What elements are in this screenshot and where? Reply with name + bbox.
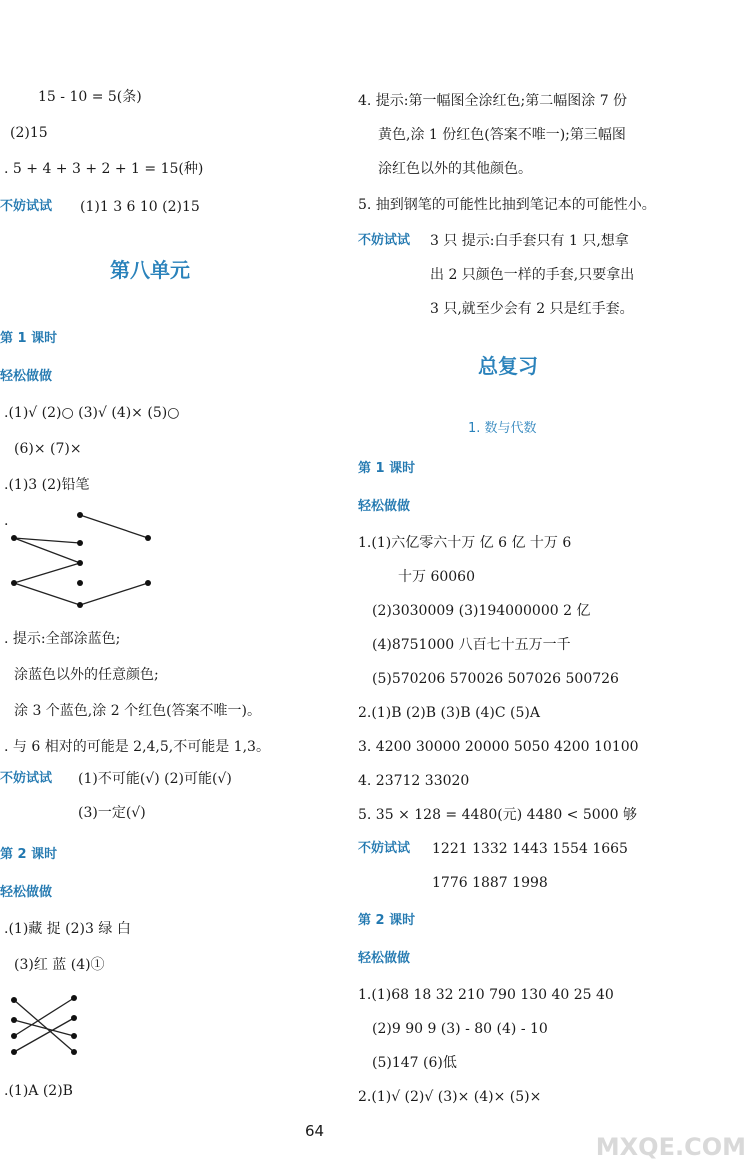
- easy-heading: 轻松做做: [0, 369, 53, 384]
- answer-line: 5. 抽到钢笔的可能性比抽到笔记本的可能性小。: [358, 197, 656, 213]
- answer-line: . 与 6 相对的可能是 2,4,5,不可能是 1,3。: [4, 739, 270, 755]
- section-heading: 1. 数与代数: [468, 421, 537, 436]
- answer-line: 涂红色以外的其他颜色。: [378, 161, 532, 177]
- answer-line: (2)9 90 9 (3) - 80 (4) - 10: [372, 1021, 548, 1037]
- answer-line: 4. 23712 33020: [358, 773, 470, 789]
- answer-line: (2)15: [10, 125, 48, 141]
- answer-line: 3. 4200 30000 20000 5050 4200 10100: [358, 739, 639, 755]
- unit-title: 第八单元: [110, 258, 190, 282]
- answer-line: 涂 3 个蓝色,涂 2 个红色(答案不唯一)。: [14, 703, 261, 719]
- answer-line: .(1)√ (2)○ (3)√ (4)× (5)○: [4, 405, 180, 421]
- easy-heading: 轻松做做: [358, 951, 411, 966]
- answer-line: .(1)藏 捉 (2)3 绿 白: [4, 921, 131, 937]
- easy-heading: 轻松做做: [358, 499, 411, 514]
- answer-line: 2.(1)B (2)B (3)B (4)C (5)A: [358, 705, 540, 721]
- answer-line: .(1)A (2)B: [4, 1083, 73, 1099]
- watermark: MXQE.COM: [595, 1133, 746, 1161]
- answer-line: (5)570206 570026 507026 500726: [372, 671, 619, 687]
- answer-line: (5)147 (6)低: [372, 1055, 457, 1071]
- lesson-heading: 第 2 课时: [358, 913, 416, 928]
- answer-line: 3 只,就至少会有 2 只是红手套。: [430, 301, 634, 317]
- answer-line: 黄色,涂 1 份红色(答案不唯一);第三幅图: [378, 127, 626, 143]
- answer-line: 1.(1)68 18 32 210 790 130 40 25 40: [358, 987, 614, 1003]
- answer-line: 1.(1)六亿零六十万 亿 6 亿 十万 6: [358, 535, 572, 551]
- crossing-lines-diagram: [0, 988, 100, 1068]
- try-it-label: 不妨试试: [358, 233, 411, 248]
- answer-line: 2.(1)√ (2)√ (3)× (4)× (5)×: [358, 1089, 542, 1105]
- answer-line: (2)3030009 (3)194000000 2 亿: [372, 603, 591, 619]
- answer-line: (1)1 3 6 10 (2)15: [80, 199, 200, 215]
- page-number: 64: [305, 1122, 325, 1140]
- lesson-heading: 第 2 课时: [0, 847, 58, 862]
- answer-line: (6)× (7)×: [14, 441, 82, 457]
- answer-line: 3 只 提示:白手套只有 1 只,想拿: [430, 233, 629, 249]
- try-it-label: 不妨试试: [0, 771, 53, 786]
- lesson-heading: 第 1 课时: [358, 461, 416, 476]
- answer-line: 4. 提示:第一幅图全涂红色;第二幅图涂 7 份: [358, 93, 628, 109]
- easy-heading: 轻松做做: [0, 885, 53, 900]
- answer-line: . 5 + 4 + 3 + 2 + 1 = 15(种): [4, 161, 204, 177]
- answer-line: 1776 1887 1998: [432, 875, 548, 891]
- review-title: 总复习: [478, 354, 538, 378]
- answer-line: 1221 1332 1443 1554 1665: [432, 841, 628, 857]
- answer-line: .(1)3 (2)铅笔: [4, 477, 90, 493]
- try-it-label: 不妨试试: [358, 841, 411, 856]
- answer-line: .: [4, 513, 9, 529]
- lesson-heading: 第 1 课时: [0, 331, 58, 346]
- answer-line: 15 - 10 = 5(条): [38, 89, 142, 105]
- answer-line: 涂蓝色以外的任意颜色;: [14, 667, 159, 683]
- answer-line: . 提示:全部涂蓝色;: [4, 631, 121, 647]
- answer-line: (1)不可能(√) (2)可能(√): [78, 771, 232, 787]
- try-it-label: 不妨试试: [0, 199, 53, 214]
- answer-line: (3)一定(√): [78, 805, 146, 821]
- answer-line: 出 2 只颜色一样的手套,只要拿出: [430, 267, 635, 283]
- answer-line: (4)8751000 八百七十五万一千: [372, 637, 571, 653]
- answer-line: (3)红 蓝 (4)①: [14, 957, 105, 973]
- matching-lines-diagram: [0, 505, 160, 610]
- answer-line: 5. 35 × 128 = 4480(元) 4480 < 5000 够: [358, 807, 637, 823]
- answer-line: 十万 60060: [398, 569, 475, 585]
